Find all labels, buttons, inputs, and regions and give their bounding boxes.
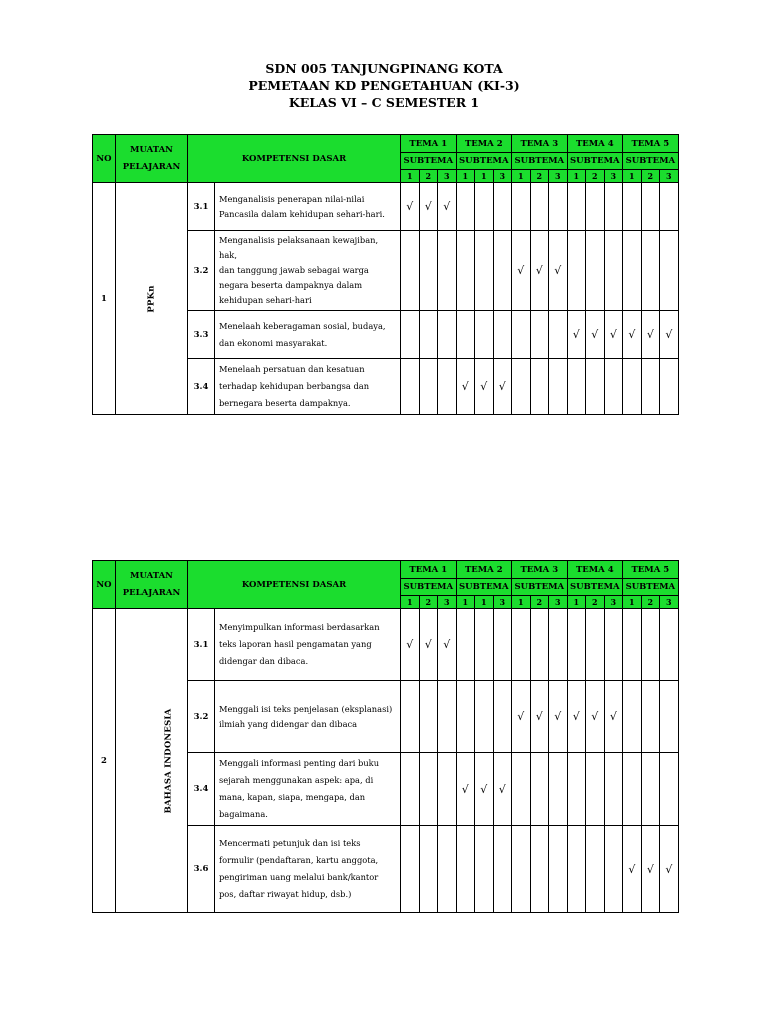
kd-code: 3.6 — [188, 826, 215, 913]
empty-cell — [641, 681, 660, 753]
kd-description-line: mana, kapan, siapa, mengapa, dan — [219, 792, 366, 802]
header-subtema-number: 2 — [586, 170, 605, 183]
header-subtema: SUBTEMA — [567, 579, 623, 596]
header-subtema-number: 1 — [623, 170, 642, 183]
empty-cell — [586, 359, 605, 415]
kd-description-line: Menelaah persatuan dan kesatuan — [219, 364, 365, 374]
empty-cell — [438, 681, 457, 753]
empty-cell — [456, 311, 475, 359]
header-muatan-pelajaran — [116, 135, 188, 183]
header-tema-5: TEMA 5 — [623, 561, 679, 579]
empty-cell — [623, 681, 642, 753]
empty-cell — [623, 609, 642, 681]
header-subtema-number: 1 — [475, 170, 494, 183]
header-subtema-number: 3 — [604, 596, 623, 609]
kd-description-line: ilmiah yang didengar dan dibaca — [219, 718, 358, 729]
header-subtema-number: 1 — [512, 170, 531, 183]
empty-cell — [623, 753, 642, 826]
empty-cell — [401, 826, 420, 913]
header-subtema-number: 1 — [623, 596, 642, 609]
kd-description-line: dan ekonomi masyarakat. — [219, 337, 328, 348]
header-subtema-number: 1 — [456, 596, 475, 609]
empty-cell — [549, 609, 568, 681]
header-muatan-line: MUATAN — [130, 144, 173, 155]
header-tema-5: TEMA 5 — [623, 135, 679, 153]
empty-cell — [401, 231, 420, 311]
kd-description-line: kehidupan sehari-hari — [219, 295, 312, 305]
empty-cell — [438, 826, 457, 913]
empty-cell — [641, 359, 660, 415]
check-mark-cell: √ — [493, 753, 512, 826]
empty-cell — [438, 311, 457, 359]
empty-cell — [586, 231, 605, 311]
check-mark-cell: √ — [623, 311, 642, 359]
check-mark-cell: √ — [438, 609, 457, 681]
empty-cell — [604, 359, 623, 415]
check-mark-cell: √ — [567, 681, 586, 753]
empty-cell — [530, 311, 549, 359]
empty-cell — [567, 359, 586, 415]
check-mark-cell: √ — [530, 231, 549, 311]
check-mark-cell: √ — [456, 753, 475, 826]
header-subtema-number: 1 — [401, 170, 420, 183]
header-tema-2: TEMA 2 — [456, 135, 512, 153]
header-subtema-number: 2 — [530, 596, 549, 609]
empty-cell — [641, 609, 660, 681]
kd-description-line: didengar dan dibaca. — [219, 656, 309, 666]
header-subtema-number: 2 — [419, 170, 438, 183]
header-subtema: SUBTEMA — [567, 153, 623, 170]
check-mark-cell: √ — [530, 681, 549, 753]
header-subtema: SUBTEMA — [623, 153, 679, 170]
check-mark-cell: √ — [475, 359, 494, 415]
table-row — [93, 183, 679, 231]
empty-cell — [567, 609, 586, 681]
empty-cell — [419, 753, 438, 826]
kd-description — [215, 311, 401, 359]
header-subtema-number: 2 — [641, 596, 660, 609]
header-tema-4: TEMA 4 — [567, 135, 623, 153]
check-mark-cell: √ — [475, 753, 494, 826]
kd-description-line: bagaimana. — [219, 809, 268, 819]
kd-description — [215, 231, 401, 311]
empty-cell — [438, 231, 457, 311]
check-mark-cell: √ — [512, 681, 531, 753]
kd-description-line: Menggali isi teks penjelasan (eksplanasi) — [219, 703, 393, 714]
check-mark-cell: √ — [401, 609, 420, 681]
empty-cell — [493, 609, 512, 681]
check-mark-cell: √ — [401, 183, 420, 231]
subject-name: BAHASA INDONESIA — [163, 708, 174, 813]
header-subtema-number: 1 — [512, 596, 531, 609]
empty-cell — [456, 681, 475, 753]
kd-description-line: Pancasila dalam kehidupan sehari-hari. — [219, 208, 385, 219]
empty-cell — [512, 826, 531, 913]
header-tema-4: TEMA 4 — [567, 561, 623, 579]
check-mark-cell: √ — [660, 826, 679, 913]
empty-cell — [493, 826, 512, 913]
header-subtema-number: 2 — [641, 170, 660, 183]
row-number: 1 — [93, 183, 116, 415]
header-no: NO — [93, 561, 116, 609]
row-number: 2 — [93, 609, 116, 913]
empty-cell — [512, 753, 531, 826]
header-subtema-number: 3 — [438, 596, 457, 609]
empty-cell — [549, 183, 568, 231]
check-mark-cell: √ — [623, 826, 642, 913]
subject-cell — [116, 183, 188, 415]
empty-cell — [419, 826, 438, 913]
check-mark-cell: √ — [586, 681, 605, 753]
header-subtema-number: 3 — [438, 170, 457, 183]
empty-cell — [419, 231, 438, 311]
header-kompetensi-dasar: KOMPETENSI DASAR — [188, 135, 401, 183]
header-muatan-pelajaran — [116, 561, 188, 609]
empty-cell — [438, 359, 457, 415]
kd-description-line: sejarah menggunakan aspek: apa, di — [219, 775, 374, 785]
header-subtema-number: 1 — [567, 170, 586, 183]
check-mark-cell: √ — [604, 681, 623, 753]
empty-cell — [586, 826, 605, 913]
empty-cell — [549, 359, 568, 415]
header-subtema-number: 3 — [549, 596, 568, 609]
header-subtema: SUBTEMA — [512, 153, 568, 170]
check-mark-cell: √ — [586, 311, 605, 359]
empty-cell — [438, 753, 457, 826]
empty-cell — [623, 231, 642, 311]
empty-cell — [401, 681, 420, 753]
empty-cell — [475, 609, 494, 681]
empty-cell — [660, 681, 679, 753]
empty-cell — [475, 311, 494, 359]
subject-cell — [116, 609, 188, 913]
kd-code: 3.1 — [188, 609, 215, 681]
table-row — [93, 609, 679, 681]
empty-cell — [401, 359, 420, 415]
empty-cell — [604, 609, 623, 681]
header-subtema-number: 3 — [549, 170, 568, 183]
header-subtema: SUBTEMA — [401, 579, 457, 596]
empty-cell — [641, 753, 660, 826]
empty-cell — [641, 231, 660, 311]
empty-cell — [493, 311, 512, 359]
header-subtema-number: 3 — [660, 170, 679, 183]
header-subtema-number: 1 — [456, 170, 475, 183]
empty-cell — [604, 231, 623, 311]
check-mark-cell: √ — [549, 681, 568, 753]
empty-cell — [660, 359, 679, 415]
empty-cell — [530, 359, 549, 415]
empty-cell — [475, 183, 494, 231]
kd-code: 3.3 — [188, 311, 215, 359]
kd-description-line: Menganalisis penerapan nilai-nilai — [219, 193, 365, 204]
empty-cell — [586, 609, 605, 681]
check-mark-cell: √ — [604, 311, 623, 359]
check-mark-cell: √ — [419, 609, 438, 681]
empty-cell — [586, 753, 605, 826]
empty-cell — [456, 231, 475, 311]
kd-description-line: Menganalisis pelaksanaan kewajiban, hak, — [219, 235, 379, 260]
empty-cell — [512, 359, 531, 415]
header-tema-2: TEMA 2 — [456, 561, 512, 579]
empty-cell — [623, 359, 642, 415]
header-kompetensi-dasar: KOMPETENSI DASAR — [188, 561, 401, 609]
kd-description-line: Menyimpulkan informasi berdasarkan — [219, 622, 380, 632]
kd-description-line: Mencermati petunjuk dan isi teks — [219, 838, 361, 848]
empty-cell — [549, 311, 568, 359]
empty-cell — [530, 183, 549, 231]
empty-cell — [660, 231, 679, 311]
empty-cell — [549, 826, 568, 913]
header-pelajaran-line: PELAJARAN — [122, 161, 181, 172]
kd-description-line: dan tanggung jawab sebagai warga — [219, 265, 369, 275]
empty-cell — [512, 183, 531, 231]
header-tema-1: TEMA 1 — [401, 135, 457, 153]
kd-description-line: negara beserta dampaknya dalam — [219, 280, 363, 290]
empty-cell — [493, 231, 512, 311]
header-subtema: SUBTEMA — [456, 579, 512, 596]
header-subtema-number: 3 — [660, 596, 679, 609]
header-subtema-number: 3 — [493, 596, 512, 609]
kd-description-line: Menelaah keberagaman sosial, budaya, — [219, 320, 386, 331]
kd-description — [215, 753, 401, 826]
check-mark-cell: √ — [641, 826, 660, 913]
empty-cell — [456, 609, 475, 681]
header-subtema-number: 1 — [475, 596, 494, 609]
empty-cell — [660, 183, 679, 231]
empty-cell — [493, 183, 512, 231]
kd-code: 3.2 — [188, 231, 215, 311]
empty-cell — [604, 826, 623, 913]
check-mark-cell: √ — [660, 311, 679, 359]
kd-description-line: formulir (pendaftaran, kartu anggota, — [219, 855, 379, 865]
kd-mapping-table-ppkn — [92, 134, 679, 415]
kd-description-line: teks laporan hasil pengamatan yang — [219, 639, 372, 649]
empty-cell — [660, 753, 679, 826]
header-tema-3: TEMA 3 — [512, 561, 568, 579]
kd-mapping-table-bahasa-indonesia — [92, 560, 679, 913]
check-mark-cell: √ — [419, 183, 438, 231]
empty-cell — [456, 183, 475, 231]
kd-code: 3.1 — [188, 183, 215, 231]
empty-cell — [419, 311, 438, 359]
check-mark-cell: √ — [456, 359, 475, 415]
header-subtema-number: 2 — [530, 170, 549, 183]
empty-cell — [456, 826, 475, 913]
empty-cell — [401, 311, 420, 359]
header-pelajaran-line: PELAJARAN — [122, 587, 181, 598]
subject-name: PPKn — [146, 284, 157, 313]
empty-cell — [419, 359, 438, 415]
empty-cell — [567, 183, 586, 231]
check-mark-cell: √ — [493, 359, 512, 415]
empty-cell — [549, 753, 568, 826]
header-muatan-line: MUATAN — [130, 570, 173, 581]
kd-code: 3.2 — [188, 681, 215, 753]
empty-cell — [401, 753, 420, 826]
kd-description-line: pengiriman uang melalui bank/kantor — [219, 872, 379, 882]
empty-cell — [475, 681, 494, 753]
empty-cell — [641, 183, 660, 231]
check-mark-cell: √ — [567, 311, 586, 359]
header-tema-3: TEMA 3 — [512, 135, 568, 153]
empty-cell — [604, 753, 623, 826]
empty-cell — [419, 681, 438, 753]
header-subtema: SUBTEMA — [512, 579, 568, 596]
header-subtema-number: 2 — [419, 596, 438, 609]
empty-cell — [660, 609, 679, 681]
kd-description-line: terhadap kehidupan berbangsa dan — [219, 381, 370, 391]
empty-cell — [530, 826, 549, 913]
header-no: NO — [93, 135, 116, 183]
kd-description — [215, 359, 401, 415]
header-subtema: SUBTEMA — [623, 579, 679, 596]
header-tema-1: TEMA 1 — [401, 561, 457, 579]
empty-cell — [512, 311, 531, 359]
header-subtema-number: 1 — [567, 596, 586, 609]
kd-description — [215, 183, 401, 231]
check-mark-cell: √ — [438, 183, 457, 231]
kd-description — [215, 681, 401, 753]
kd-description — [215, 826, 401, 913]
header-subtema: SUBTEMA — [401, 153, 457, 170]
check-mark-cell: √ — [512, 231, 531, 311]
empty-cell — [475, 231, 494, 311]
check-mark-cell: √ — [641, 311, 660, 359]
empty-cell — [493, 681, 512, 753]
empty-cell — [567, 753, 586, 826]
kd-code: 3.4 — [188, 359, 215, 415]
class-semester: KELAS VI – C SEMESTER 1 — [288, 95, 480, 110]
empty-cell — [586, 183, 605, 231]
kd-description-line: bernegara beserta dampaknya. — [219, 398, 351, 408]
header-subtema-number: 3 — [604, 170, 623, 183]
empty-cell — [567, 231, 586, 311]
header-subtema-number: 2 — [586, 596, 605, 609]
empty-cell — [604, 183, 623, 231]
empty-cell — [623, 183, 642, 231]
check-mark-cell: √ — [549, 231, 568, 311]
kd-code: 3.4 — [188, 753, 215, 826]
header-subtema-number: 3 — [493, 170, 512, 183]
kd-description — [215, 609, 401, 681]
empty-cell — [530, 753, 549, 826]
kd-description-line: pos, daftar riwayat hidup, dsb.) — [219, 889, 352, 899]
empty-cell — [512, 609, 531, 681]
kd-description-line: Menggali informasi penting dari buku — [219, 758, 380, 768]
empty-cell — [475, 826, 494, 913]
document-title: PEMETAAN KD PENGETAHUAN (KI-3) — [248, 78, 520, 93]
empty-cell — [567, 826, 586, 913]
empty-cell — [530, 609, 549, 681]
header-subtema: SUBTEMA — [456, 153, 512, 170]
school-name: SDN 005 TANJUNGPINANG KOTA — [265, 61, 503, 76]
header-subtema-number: 1 — [401, 596, 420, 609]
